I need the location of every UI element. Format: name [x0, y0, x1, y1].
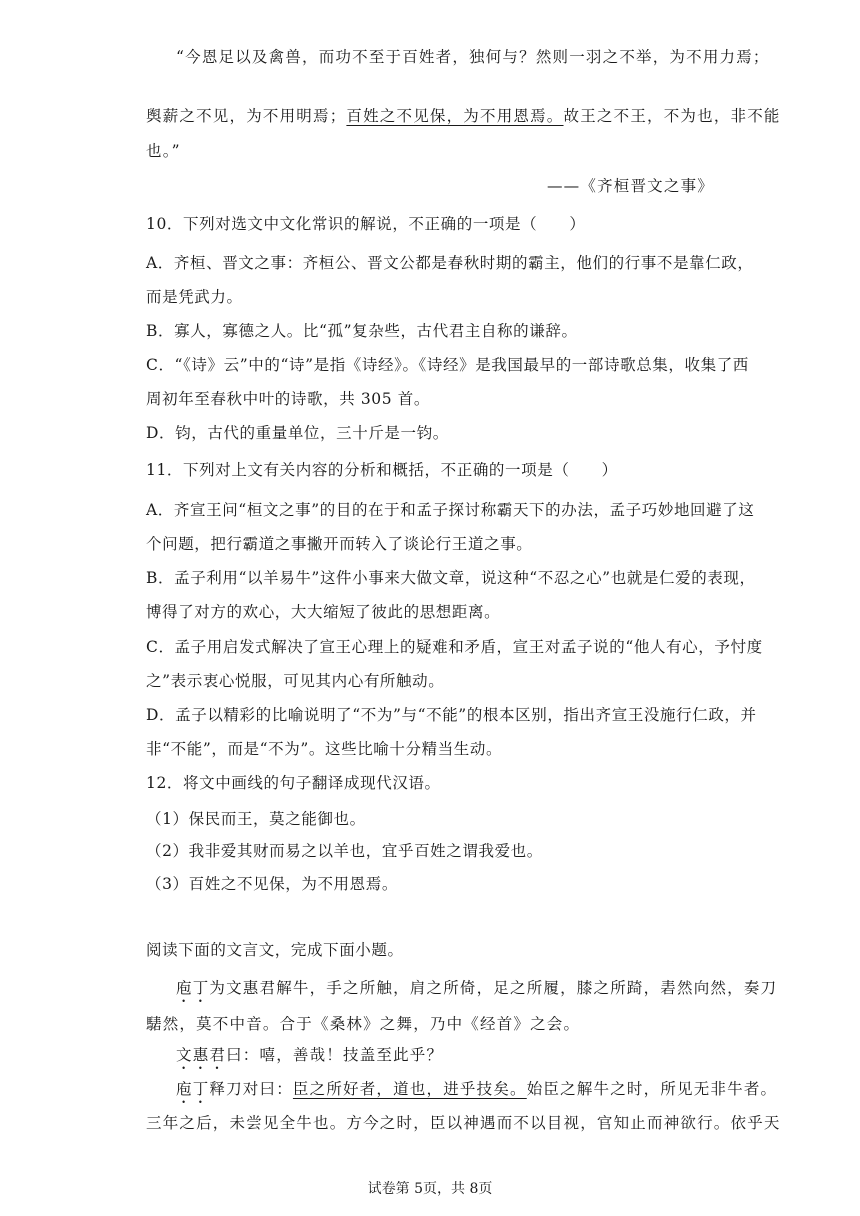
passage2-para1-line1: [176, 977, 777, 1006]
underlined-sentence: 百姓之不见保，为不用恩焉。: [346, 107, 564, 125]
passage1-line1: “今恩足以及禽兽，而功不至于百姓者，独何与？然则一羽之不举，为不用力焉；: [176, 48, 770, 66]
q11-option-a-line1: A．齐宣王问“桓文之事”的目的在于和孟子探讨称霸天下的办法，孟子巧妙地回避了这: [146, 501, 755, 519]
q11-option-b-line2: 博得了对方的欢心，大大缩短了彼此的思想距离。: [146, 603, 501, 621]
passage2-para1-line1-rest: 为文惠君解牛，手之所触，肩之所倚，足之所履，膝之所踦，砉然向然，奏刀: [209, 979, 778, 997]
q10-option-a-line1: A．齐桓、晋文之事：齐桓公、晋文公都是春秋时期的霸主，他们的行事不是靠仁政，: [146, 254, 754, 272]
passage2-para3-line1: [176, 1078, 777, 1107]
q10-option-d: D．钧，古代的重量单位，三十斤是一钧。: [146, 424, 449, 442]
passage1-line2-a: 舆薪之不见，为不用明焉；: [146, 107, 347, 125]
q11-stem: 11．下列对上文有关内容的分析和概括，不正确的一项是（ ）: [146, 461, 618, 479]
q12-stem: 12．将文中画线的句子翻译成现代汉语。: [146, 774, 441, 792]
dotted-term-paoding-2: 庖丁: [176, 1080, 210, 1098]
q12-sentence-2: （2）我非爱其财而易之以羊也，宜乎百姓之谓我爱也。: [146, 842, 543, 860]
q11-option-a-line2: 个问题，把行霸道之事撇开而转入了谈论行王道之事。: [146, 535, 533, 553]
passage1-line3: 也。”: [146, 142, 181, 160]
q11-option-c-line1: C．孟子用启发式解决了宣王心理上的疑难和矛盾，宣王对孟子说的“他人有心，予忖度: [146, 638, 763, 656]
q10-option-b: B．寡人，寡德之人。比“孤”复杂些，古代君主自称的谦辞。: [146, 322, 578, 340]
q10-option-c-line1: C．“《诗》云”中的“诗”是指《诗经》。《诗经》是我国最早的一部诗歌总集，收集了西: [146, 356, 749, 374]
underlined-sentence-2: 臣之所好者，道也，进乎技矣。: [292, 1080, 527, 1098]
q11-option-b-line1: B．孟子利用“以羊易牛”这件小事来大做文章，说这种“不忍之心”也就是仁爱的表现，: [146, 569, 756, 587]
q11-option-d-line1: D．孟子以精彩的比喻说明了“不为”与“不能”的根本区别，指出齐宣王没施行仁政，并: [146, 706, 757, 724]
q12-sentence-3: （3）百姓之不见保，为不用恩焉。: [146, 875, 398, 893]
passage2-para3-line2: 三年之后，未尝见全牛也。方今之时，臣以神遇而不以目视，官知止而神欲行。依乎天: [146, 1114, 781, 1132]
passage2-intro: 阅读下面的文言文，完成下面小题。: [146, 941, 404, 959]
passage1-line2: [146, 105, 781, 127]
q12-sentence-1: （1）保民而王，莫之能御也。: [146, 810, 366, 828]
dotted-term-paoding: 庖丁: [176, 979, 210, 997]
dotted-term-wenhuijun: 文惠君: [176, 1046, 227, 1064]
passage2-para3-mid: 释刀对曰：: [209, 1080, 293, 1098]
q10-option-c-line2: 周初年至春秋中叶的诗歌，共 305 首。: [146, 390, 430, 408]
q10-stem: 10．下列对选文中文化常识的解说，不正确的一项是（ ）: [146, 215, 586, 233]
q10-option-a-line2: 而是凭武力。: [146, 288, 243, 306]
q11-option-c-line2: 之”表示衷心悦服，可见其内心有所触动。: [146, 672, 445, 690]
passage1-source: ——《齐桓晋文之事》: [546, 177, 714, 195]
passage2-para2: [176, 1044, 443, 1073]
passage2-para3-rest: 始臣之解牛之时，所见无非牛者。: [526, 1080, 778, 1098]
passage1-line2-b: 故王之不王，不为也，非不能: [563, 107, 781, 125]
page-footer: 试卷第 5页，共 8页: [367, 1181, 493, 1197]
passage2-para1-line2: 騞然，莫不中音。合于《桑林》之舞，乃中《经首》之会。: [146, 1015, 581, 1033]
q11-option-d-line2: 非“不能”，而是“不为”。这些比喻十分精当生动。: [146, 740, 503, 758]
passage2-para2-rest: 曰：嘻，善哉！技盖至此乎？: [226, 1046, 444, 1064]
